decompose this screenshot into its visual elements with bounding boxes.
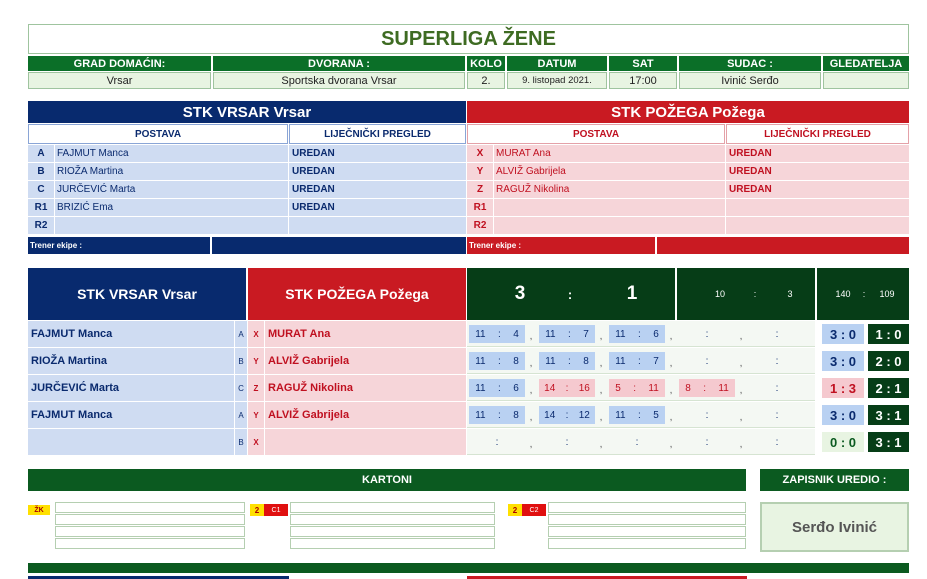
away-coach-label: Trener ekipe : xyxy=(467,237,655,254)
away-player-medical: UREDAN xyxy=(726,163,909,180)
game-set-score xyxy=(679,352,735,370)
set-comma: , xyxy=(669,357,673,369)
recorder-title: ZAPISNIK UREDIO : xyxy=(760,469,909,491)
away-player-medical xyxy=(726,199,909,216)
game-set-score xyxy=(609,379,665,397)
game-running-total: 3 : 1 xyxy=(868,432,909,452)
game-result: 3 : 0 xyxy=(822,405,864,425)
away-player-code: Y xyxy=(467,163,493,180)
set-comma: , xyxy=(669,438,673,450)
away-player-medical xyxy=(726,217,909,234)
set-home-points: 11 xyxy=(475,382,486,394)
set-sep: : xyxy=(775,409,779,421)
game-away-code: X xyxy=(248,321,264,347)
match-score-sep: : xyxy=(567,286,573,302)
match-points-home: 140 xyxy=(835,289,851,299)
set-sep: : xyxy=(565,436,569,448)
card-entry-line xyxy=(290,514,495,525)
set-sep: : xyxy=(705,436,709,448)
set-away-points: 11 xyxy=(718,382,729,394)
match-sets-away: 3 xyxy=(787,289,793,299)
set-comma: , xyxy=(599,384,603,396)
game-away-code: Z xyxy=(248,375,264,401)
game-away-player: RAGUŽ Nikolina xyxy=(265,375,466,401)
card-c1-tag-count: 2 xyxy=(250,504,264,516)
match-sets-sep: : xyxy=(753,289,757,299)
set-away-points: 11 xyxy=(648,382,659,394)
page-title: SUPERLIGA ŽENE xyxy=(28,24,909,54)
game-home-code: B xyxy=(235,348,247,374)
game-set-score xyxy=(539,325,595,343)
info-referee: Ivinić Serđo xyxy=(679,72,821,89)
set-sep: : xyxy=(498,409,501,421)
home-player-code: B xyxy=(28,163,54,180)
match-points-sep: : xyxy=(862,289,866,299)
set-sep: : xyxy=(565,409,569,421)
set-home-points: 11 xyxy=(615,328,626,340)
away-col-medical: LIJEČNIČKI PREGLED xyxy=(726,124,909,144)
set-comma: , xyxy=(529,330,533,342)
info-header-time: SAT xyxy=(609,56,677,71)
info-spectators xyxy=(823,72,909,89)
game-set-score xyxy=(469,406,525,424)
game-result: 1 : 3 xyxy=(822,378,864,398)
card-entry-line xyxy=(55,538,245,549)
home-player-medical: UREDAN xyxy=(289,199,466,216)
away-player-name: RAGUŽ Nikolina xyxy=(494,181,725,198)
card-entry-line xyxy=(548,502,746,513)
set-home-points: 11 xyxy=(545,328,556,340)
set-home-points: 11 xyxy=(615,409,626,421)
footer-bar xyxy=(28,563,909,573)
set-comma: , xyxy=(669,384,673,396)
set-sep: : xyxy=(775,382,779,394)
info-time: 17:00 xyxy=(609,72,677,89)
match-home-team: STK VRSAR Vrsar xyxy=(28,268,246,320)
game-away-player: ALVIŽ Gabrijela xyxy=(265,402,466,428)
game-set-score xyxy=(609,352,665,370)
set-home-points: 11 xyxy=(475,409,486,421)
set-sep: : xyxy=(705,328,709,340)
card-entry-line xyxy=(548,514,746,525)
set-comma: , xyxy=(669,411,673,423)
info-header-spectators: GLEDATELJA xyxy=(823,56,909,71)
match-sets-home: 10 xyxy=(714,289,725,299)
set-comma: , xyxy=(739,384,743,396)
set-sep: : xyxy=(775,328,779,340)
game-set-score xyxy=(539,433,595,451)
match-score-home: 3 xyxy=(514,283,526,304)
game-home-code: A xyxy=(235,321,247,347)
away-player-name xyxy=(494,217,725,234)
home-player-name: RIOŽA Martina xyxy=(55,163,288,180)
info-hall: Sportska dvorana Vrsar xyxy=(213,72,465,89)
away-player-name: MURAT Ana xyxy=(494,145,725,162)
game-set-score xyxy=(609,325,665,343)
home-player-name xyxy=(55,217,288,234)
home-col-medical: LIJEČNIČKI PREGLED xyxy=(289,124,466,144)
game-set-score xyxy=(539,379,595,397)
home-coach-label: Trener ekipe : xyxy=(28,237,210,254)
set-away-points: 7 xyxy=(653,355,659,367)
game-set-score xyxy=(679,325,735,343)
match-score-away: 1 xyxy=(626,283,638,304)
game-set-score xyxy=(749,325,805,343)
set-sep: : xyxy=(498,382,501,394)
set-sep: : xyxy=(703,382,706,394)
home-player-medical: UREDAN xyxy=(289,163,466,180)
game-home-code: B xyxy=(235,429,247,455)
card-c2-tag-count: 2 xyxy=(508,504,522,516)
set-away-points: 6 xyxy=(653,328,659,340)
away-coach-value xyxy=(657,237,909,254)
game-set-score xyxy=(609,406,665,424)
card-entry-line xyxy=(548,538,746,549)
game-away-code: X xyxy=(248,429,264,455)
game-away-player: MURAT Ana xyxy=(265,321,466,347)
game-home-player xyxy=(28,429,234,455)
set-sep: : xyxy=(638,409,641,421)
game-set-score xyxy=(609,433,665,451)
away-player-medical: UREDAN xyxy=(726,181,909,198)
home-player-code: A xyxy=(28,145,54,162)
set-sep: : xyxy=(498,328,501,340)
game-result: 3 : 0 xyxy=(822,324,864,344)
game-home-player: FAJMUT Manca xyxy=(28,402,234,428)
away-player-code: Z xyxy=(467,181,493,198)
set-away-points: 12 xyxy=(578,409,590,421)
info-header-date: DATUM xyxy=(507,56,607,71)
game-away-code: Y xyxy=(248,402,264,428)
set-sep: : xyxy=(638,355,641,367)
game-set-score xyxy=(749,379,805,397)
set-away-points: 4 xyxy=(513,328,519,340)
set-comma: , xyxy=(739,357,743,369)
set-away-points: 8 xyxy=(513,355,519,367)
away-player-name: ALVIŽ Gabrijela xyxy=(494,163,725,180)
game-set-score xyxy=(749,433,805,451)
away-player-name xyxy=(494,199,725,216)
set-home-points: 14 xyxy=(544,409,556,421)
set-comma: , xyxy=(529,357,533,369)
card-entry-line xyxy=(290,526,495,537)
game-running-total: 1 : 0 xyxy=(868,324,909,344)
set-comma: , xyxy=(599,357,603,369)
game-set-score xyxy=(469,325,525,343)
match-points-away: 109 xyxy=(879,289,895,299)
set-away-points: 16 xyxy=(578,382,590,394)
info-date: 9. listopad 2021. xyxy=(507,72,607,89)
match-away-team: STK POŽEGA Požega xyxy=(248,268,466,320)
set-sep: : xyxy=(638,328,641,340)
set-sep: : xyxy=(498,355,501,367)
game-set-score xyxy=(469,433,525,451)
set-comma: , xyxy=(739,438,743,450)
home-player-code: R1 xyxy=(28,199,54,216)
card-c2-tag: C2 xyxy=(522,504,546,516)
set-sep: : xyxy=(568,328,571,340)
set-home-points: 14 xyxy=(544,382,556,394)
set-comma: , xyxy=(669,330,673,342)
set-comma: , xyxy=(599,411,603,423)
info-header-hall: DVORANA : xyxy=(213,56,465,71)
recorder-name: Serđo Ivinić xyxy=(760,502,909,552)
set-comma: , xyxy=(599,330,603,342)
set-away-points: 5 xyxy=(653,409,659,421)
game-set-score xyxy=(679,406,735,424)
game-home-code: C xyxy=(235,375,247,401)
set-comma: , xyxy=(529,411,533,423)
set-sep: : xyxy=(775,355,779,367)
away-player-medical: UREDAN xyxy=(726,145,909,162)
home-team-name: STK VRSAR Vrsar xyxy=(28,101,466,123)
game-set-score xyxy=(469,352,525,370)
home-player-code: C xyxy=(28,181,54,198)
away-team-name: STK POŽEGA Požega xyxy=(467,101,909,123)
home-col-lineup: POSTAVA xyxy=(28,124,288,144)
game-home-player: RIOŽA Martina xyxy=(28,348,234,374)
home-player-medical: UREDAN xyxy=(289,145,466,162)
game-set-score xyxy=(679,433,735,451)
card-entry-line xyxy=(290,538,495,549)
set-away-points: 7 xyxy=(583,328,589,340)
game-away-player xyxy=(265,429,466,455)
home-player-code: R2 xyxy=(28,217,54,234)
set-sep: : xyxy=(568,355,571,367)
game-result: 0 : 0 xyxy=(822,432,864,452)
set-comma: , xyxy=(739,330,743,342)
game-set-score xyxy=(679,379,735,397)
set-comma: , xyxy=(529,438,533,450)
card-c1-tag: C1 xyxy=(264,504,288,516)
set-sep: : xyxy=(705,409,709,421)
game-running-total: 2 : 0 xyxy=(868,351,909,371)
away-player-code: X xyxy=(467,145,493,162)
info-round: 2. xyxy=(467,72,505,89)
home-player-name: FAJMUT Manca xyxy=(55,145,288,162)
set-away-points: 8 xyxy=(513,409,519,421)
game-set-score xyxy=(539,406,595,424)
home-player-medical: UREDAN xyxy=(289,181,466,198)
away-col-lineup: POSTAVA xyxy=(467,124,725,144)
set-sep: : xyxy=(775,436,779,448)
home-player-name: JURČEVIĆ Marta xyxy=(55,181,288,198)
set-comma: , xyxy=(739,411,743,423)
away-player-code: R2 xyxy=(467,217,493,234)
set-sep: : xyxy=(495,436,499,448)
card-entry-line xyxy=(548,526,746,537)
set-home-points: 11 xyxy=(475,328,486,340)
card-entry-line xyxy=(55,502,245,513)
info-header-referee: SUDAC : xyxy=(679,56,821,71)
cards-title: KARTONI xyxy=(28,469,746,491)
game-set-score xyxy=(749,406,805,424)
game-home-player: FAJMUT Manca xyxy=(28,321,234,347)
card-entry-line xyxy=(290,502,495,513)
set-sep: : xyxy=(565,382,569,394)
game-result: 3 : 0 xyxy=(822,351,864,371)
game-set-score xyxy=(469,379,525,397)
info-header-city: GRAD DOMAĆIN: xyxy=(28,56,211,71)
set-sep: : xyxy=(633,382,636,394)
info-city: Vrsar xyxy=(28,72,211,89)
set-sep: : xyxy=(705,355,709,367)
game-set-score xyxy=(749,352,805,370)
game-away-code: Y xyxy=(248,348,264,374)
home-player-medical xyxy=(289,217,466,234)
home-player-name: BRIZIĆ Ema xyxy=(55,199,288,216)
game-home-code: A xyxy=(235,402,247,428)
set-home-points: 11 xyxy=(475,355,486,367)
set-comma: , xyxy=(599,438,603,450)
set-sep: : xyxy=(635,436,639,448)
away-player-code: R1 xyxy=(467,199,493,216)
game-away-player: ALVIŽ Gabrijela xyxy=(265,348,466,374)
game-set-score xyxy=(539,352,595,370)
card-entry-line xyxy=(55,526,245,537)
info-header-round: KOLO xyxy=(467,56,505,71)
set-home-points: 5 xyxy=(615,382,621,394)
set-home-points: 8 xyxy=(685,382,691,394)
set-home-points: 11 xyxy=(545,355,556,367)
card-yellow-tag: ŽK xyxy=(28,505,50,515)
set-away-points: 8 xyxy=(583,355,589,367)
set-comma: , xyxy=(529,384,533,396)
set-home-points: 11 xyxy=(615,355,626,367)
home-coach-value xyxy=(212,237,466,254)
game-running-total: 3 : 1 xyxy=(868,405,909,425)
game-home-player: JURČEVIĆ Marta xyxy=(28,375,234,401)
card-entry-line xyxy=(55,514,245,525)
set-away-points: 6 xyxy=(513,382,519,394)
game-running-total: 2 : 1 xyxy=(868,378,909,398)
